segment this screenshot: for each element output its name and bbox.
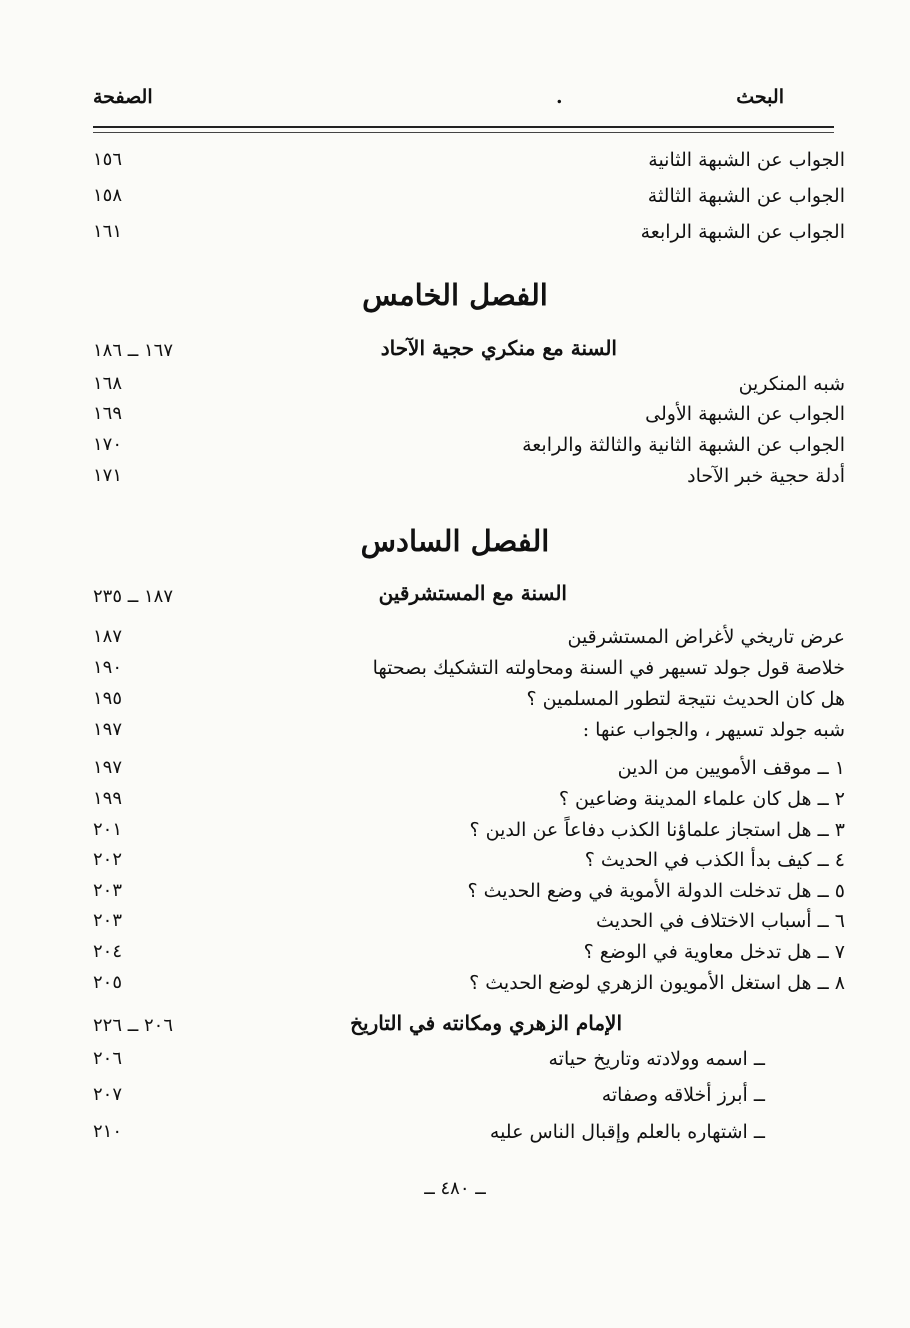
entry-page: ١٧٠ — [93, 434, 123, 455]
entry-page: ١٩٠ — [93, 657, 123, 678]
subsection-page-range: ٢٠٦ ــ ٢٢٦ — [93, 1015, 174, 1036]
subsection-title: الإمام الزهري ومكانته في التاريخ — [350, 1011, 622, 1035]
entry-page: ٢٠٣ — [93, 880, 123, 901]
toc-entry — [93, 1080, 845, 1110]
page-column-header: الصفحة — [93, 86, 153, 108]
header-rule-thin — [93, 132, 834, 133]
entry-title: الجواب عن الشبهة الثالثة — [647, 185, 845, 207]
entry-page: ٢٠٦ — [93, 1048, 123, 1069]
entry-page: ١٥٨ — [93, 185, 123, 206]
toc-entry — [93, 653, 845, 683]
entry-page: ٢٠٣ — [93, 910, 123, 931]
toc-entry — [93, 968, 845, 998]
chapter-five-title: الفصل الخامس — [362, 278, 548, 312]
entry-title: الجواب عن الشبهة الأولى — [645, 403, 845, 425]
toc-entry — [93, 784, 845, 814]
section-page-range: ١٦٧ ــ ١٨٦ — [93, 340, 174, 361]
section-page-range: ١٨٧ ــ ٢٣٥ — [93, 586, 174, 607]
entry-title: ــ اسمه وولادته وتاريخ حياته — [548, 1048, 765, 1070]
toc-entry — [93, 684, 845, 714]
entry-page: ١٩٩ — [93, 788, 123, 809]
entry-page: ٢٠٤ — [93, 941, 123, 962]
entry-title: الجواب عن الشبهة الثانية — [648, 149, 845, 171]
entry-title: الجواب عن الشبهة الثانية والثالثة والرابعة — [522, 434, 845, 456]
entry-title: ٣ ــ هل استجاز علماؤنا الكذب دفاعاً عن الدين ؟ — [469, 819, 845, 841]
entry-title: ٧ ــ هل تدخل معاوية في الوضع ؟ — [583, 941, 845, 963]
entry-title: هل كان الحديث نتيجة لتطور المسلمين ؟ — [526, 688, 845, 710]
entry-title: شبه جولد تسيهر ، والجواب عنها : — [582, 719, 845, 741]
entry-page: ٢٠٢ — [93, 849, 123, 870]
toc-entry — [93, 1117, 845, 1147]
entry-page: ٢١٠ — [93, 1121, 123, 1142]
header-rule-thick — [93, 126, 834, 128]
topic-column-header: البحث — [736, 86, 784, 108]
entry-page: ١٦٨ — [93, 373, 123, 394]
toc-entry — [93, 753, 845, 783]
entry-title: ١ ــ موقف الأمويين من الدين — [617, 757, 845, 779]
entry-title: ــ أبرز أخلاقه وصفاته — [601, 1084, 765, 1106]
entry-page: ١٨٧ — [93, 626, 123, 647]
header-dot: . — [556, 86, 563, 108]
toc-entry — [93, 906, 845, 936]
toc-entry — [93, 430, 845, 460]
section-title: السنة مع منكري حجية الآحاد — [380, 336, 617, 360]
entry-title: أدلة حجية خبر الآحاد — [687, 465, 845, 487]
toc-entry — [93, 145, 845, 175]
chapter-six-title: الفصل السادس — [360, 524, 550, 558]
entry-title: ٨ ــ هل استغل الأمويون الزهري لوضع الحديث ؟ — [469, 972, 845, 994]
toc-entry — [93, 1044, 845, 1074]
section-title: السنة مع المستشرقين — [378, 581, 567, 605]
toc-entry — [93, 217, 845, 247]
entry-page: ١٦١ — [93, 221, 123, 242]
entry-page: ١٥٦ — [93, 149, 123, 170]
entry-page: ١٦٩ — [93, 403, 123, 424]
entry-page: ٢٠١ — [93, 819, 123, 840]
toc-entry — [93, 815, 845, 845]
entry-title: خلاصة قول جولد تسيهر في السنة ومحاولته التشكيك بصحتها — [372, 657, 845, 679]
entry-page: ١٩٥ — [93, 688, 123, 709]
toc-entry — [93, 369, 845, 399]
entry-title: عرض تاريخي لأغراض المستشرقين — [567, 626, 845, 648]
page-number: ــ ٤٨٠ ــ — [424, 1178, 486, 1199]
entry-title: ٤ ــ كيف بدأ الكذب في الحديث ؟ — [584, 849, 845, 871]
entry-page: ٢٠٧ — [93, 1084, 123, 1105]
toc-entry — [93, 399, 845, 429]
entry-title: ٥ ــ هل تدخلت الدولة الأموية في وضع الحديث ؟ — [467, 880, 845, 902]
entry-title: ٢ ــ هل كان علماء المدينة وضاعين ؟ — [558, 788, 845, 810]
toc-entry — [93, 937, 845, 967]
entry-page: ١٧١ — [93, 465, 123, 486]
entry-page: ١٩٧ — [93, 719, 123, 740]
entry-page: ١٩٧ — [93, 757, 123, 778]
toc-entry — [93, 461, 845, 491]
toc-entry — [93, 715, 845, 745]
toc-entry — [93, 845, 845, 875]
toc-entry — [93, 876, 845, 906]
entry-title: الجواب عن الشبهة الرابعة — [640, 221, 845, 243]
toc-entry — [93, 181, 845, 211]
entry-title: ــ اشتهاره بالعلم وإقبال الناس عليه — [489, 1121, 765, 1143]
entry-page: ٢٠٥ — [93, 972, 123, 993]
toc-entry — [93, 622, 845, 652]
entry-title: شبه المنكرين — [738, 373, 845, 395]
entry-title: ٦ ــ أسباب الاختلاف في الحديث — [596, 910, 845, 932]
